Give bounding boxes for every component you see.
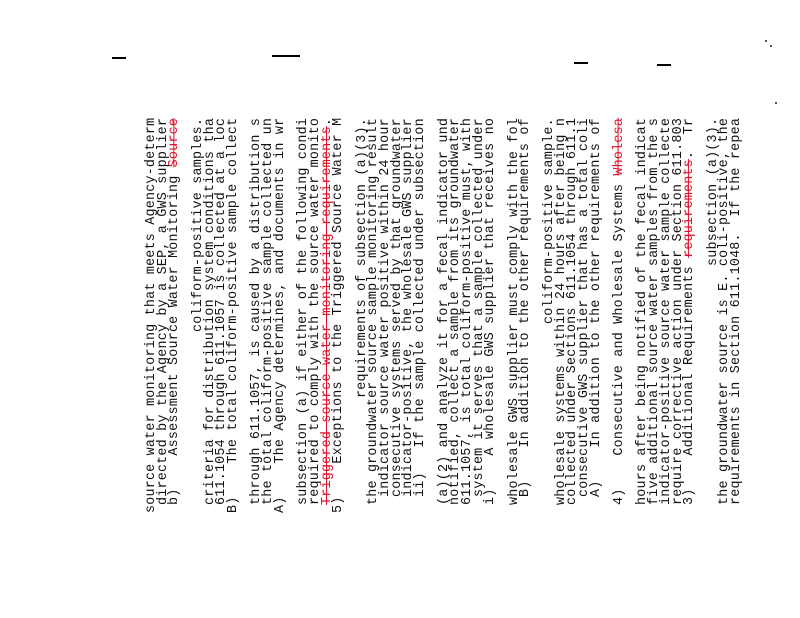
text-segment: required to comply with the source water monito: [307, 118, 323, 506]
text-segment: wholesale systems within 24 hours after being n: [553, 118, 569, 506]
struck-red-text: requirements: [682, 159, 698, 259]
text-line: [250, 118, 263, 618]
text-line: [707, 118, 720, 618]
text-segment: 611.1057, is total coliform-positive must, with: [459, 118, 475, 506]
text-segment: coliform-positive sample.: [541, 118, 557, 324]
scan-mark: [574, 62, 588, 64]
text-segment: collected under Sections 611.1054 through 611.1: [565, 118, 581, 506]
text-segment: consecutive GWS supplier that has a total coli: [576, 118, 592, 497]
text-line: [508, 118, 521, 618]
text-segment: A) The Agency determines, and documents in wr: [272, 118, 288, 514]
text-segment: subsection (a)(3).: [705, 118, 721, 267]
text-segment: subsection (a) if either of the following condi: [296, 118, 312, 506]
struck-red-text: Source: [167, 118, 183, 168]
text-segment: require corrective action under Section 611.803: [670, 118, 686, 506]
struck-red-text: Triggered source water monitoring requirements: [319, 126, 335, 506]
text-segment: 5) Exceptions to the Triggered Source Water M: [331, 118, 347, 514]
text-segment: directed by the Agency by a SEP, a GWS supplier: [155, 118, 171, 506]
text-segment: B) In addition to the other requirements of: [518, 118, 534, 497]
text-line: [414, 118, 427, 618]
text-line: [636, 118, 649, 618]
text-segment: A) In addition to the other requirements of: [588, 118, 604, 497]
text-line: [356, 118, 369, 618]
text-segment: (a)(2) and analyze it for a fecal indicator und: [436, 118, 452, 506]
text-segment: five additional source water samples from the s: [647, 118, 663, 506]
scan-speck: [770, 45, 772, 47]
text-segment: the total coliform-positive sample collected un: [261, 118, 276, 506]
text-line: [192, 118, 205, 618]
scan-mark: [657, 64, 671, 66]
text-segment: 4) Consecutive and Wholesale Systems: [612, 175, 627, 506]
text-segment: b) Assessment Source Water Monitoring: [167, 167, 183, 506]
struck-red-text: Wholesa: [612, 118, 627, 176]
text-line: [648, 118, 661, 618]
text-segment: .: [319, 118, 335, 127]
text-segment: . Tr: [682, 118, 698, 160]
text-segment: criteria for distribution system conditions tha: [202, 118, 218, 506]
text-segment: i) A wholesale GWS supplier that receives no: [483, 118, 499, 506]
scan-mark: [112, 57, 126, 59]
text-segment: system it serves that a sample collected under: [471, 118, 487, 497]
text-segment: requirements of subsection (a)(3).: [354, 118, 370, 399]
text-segment: ii) If the sample collected under subsection: [413, 118, 429, 497]
scan-mark: [272, 55, 300, 57]
text-segment: through 611.1057, is caused by a distribution s: [249, 118, 265, 506]
text-line: [145, 118, 158, 618]
text-line: [613, 118, 626, 618]
text-segment: requirements in Section 611.1048. If the repea: [729, 118, 744, 506]
text-line: [438, 118, 451, 618]
text-segment: indicator source water positive within 24 hour: [378, 118, 393, 497]
text-segment: consecutive systems served by that groundwater: [389, 118, 405, 497]
text-segment: notified, collect a sample from its groundwater: [448, 118, 464, 506]
text-segment: source water monitoring that meets Agency-determ: [144, 118, 159, 514]
text-segment: indicator-positive, the wholesale GWS supplier: [401, 118, 417, 497]
text-line: [543, 118, 556, 618]
text-segment: B) The total coliform-positive sample collect: [225, 118, 241, 514]
text-segment: the groundwater source sample monitoring result: [366, 118, 382, 506]
text-segment: indicator-positive source water sample collecte: [658, 118, 674, 506]
text-segment: coliform-positive samples.: [190, 118, 206, 333]
text-segment: the groundwater source is E. coli-positive, the: [717, 118, 733, 506]
text-segment: 611.1054 through 611.1057 is collected at a loc: [214, 118, 230, 506]
scan-speck: [765, 40, 767, 42]
text-line: [297, 118, 310, 618]
text-segment: wholesale GWS supplier must comply with the fol: [506, 118, 522, 506]
text-segment: hours after being notified of the fecal indicat: [635, 118, 651, 506]
scan-speck: [775, 102, 777, 104]
text-segment: 3) Additional Requirements: [682, 258, 698, 506]
